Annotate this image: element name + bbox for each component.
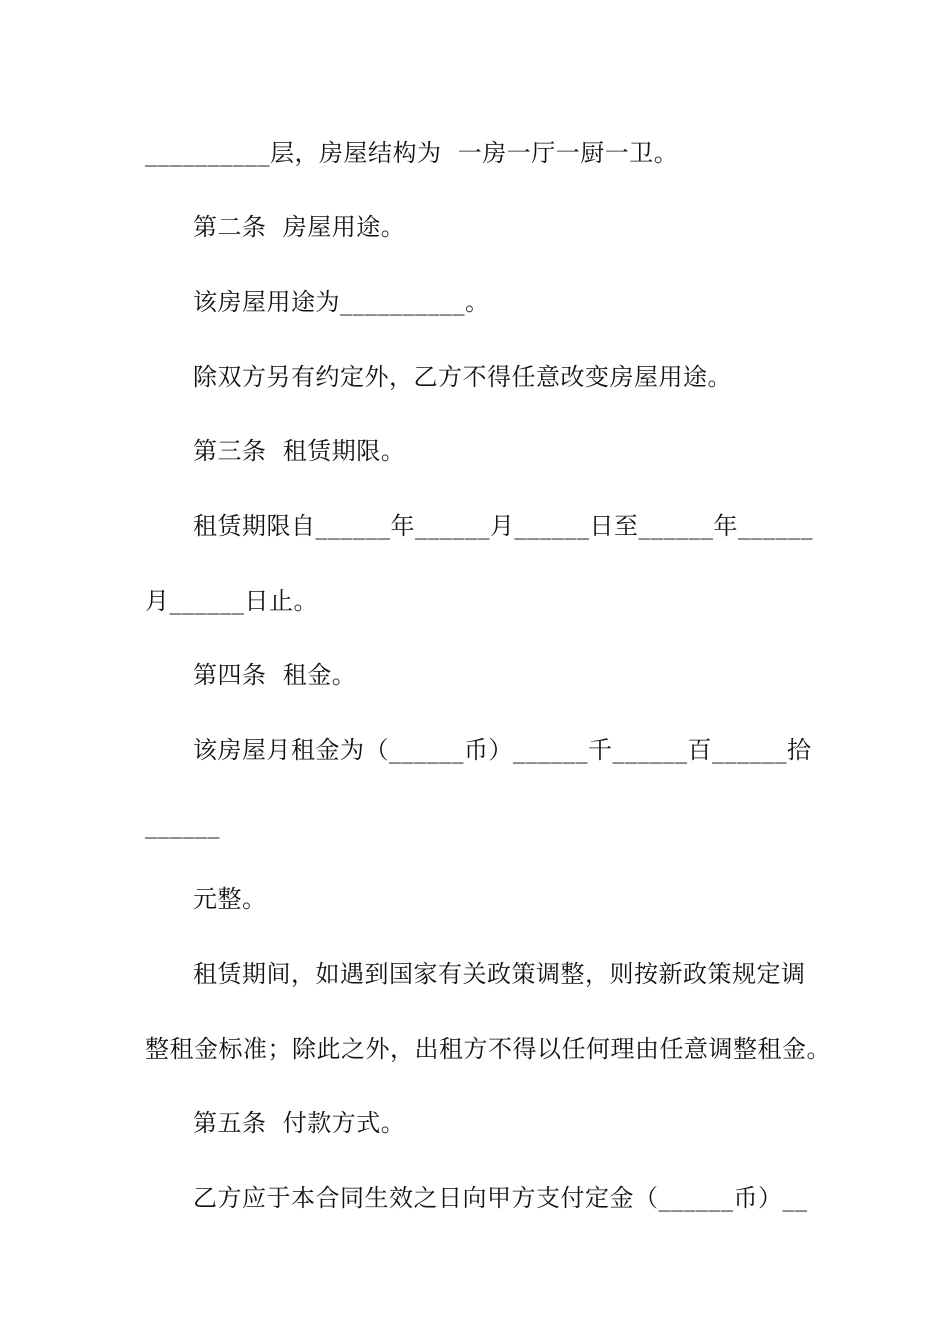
article-3-heading: 第三条 租赁期限。 (193, 437, 406, 465)
rent-adjustment-cont-line: 整租金标准；除此之外，出租方不得以任何理由任意调整租金。 (145, 1035, 831, 1063)
usage-line: 该房屋用途为__________。 (193, 288, 490, 316)
article-2-heading: 第二条 房屋用途。 (193, 213, 406, 241)
article-4-heading: 第四条 租金。 (193, 661, 357, 689)
rent-amount-end-line: 元整。 (193, 885, 267, 913)
lease-term-line: 租赁期限自______年______月______日至______年______ (193, 512, 813, 540)
usage-restriction-line: 除双方另有约定外，乙方不得任意改变房屋用途。 (193, 363, 732, 391)
rent-amount-line: 该房屋月租金为（______币）______千______百______拾 (193, 736, 812, 764)
rent-adjustment-line: 租赁期间，如遇到国家有关政策调整，则按新政策规定调 (193, 960, 806, 988)
lease-term-end-line: 月______日止。 (145, 587, 318, 615)
deposit-payment-line: 乙方应于本合同生效之日向甲方支付定金（______币）__ (193, 1184, 808, 1212)
article-5-heading: 第五条 付款方式。 (193, 1109, 406, 1137)
floor-structure-line: __________层，房屋结构为 一房一厅一厨一卫。 (145, 139, 679, 167)
rent-amount-blank-line: ______ (145, 811, 220, 839)
